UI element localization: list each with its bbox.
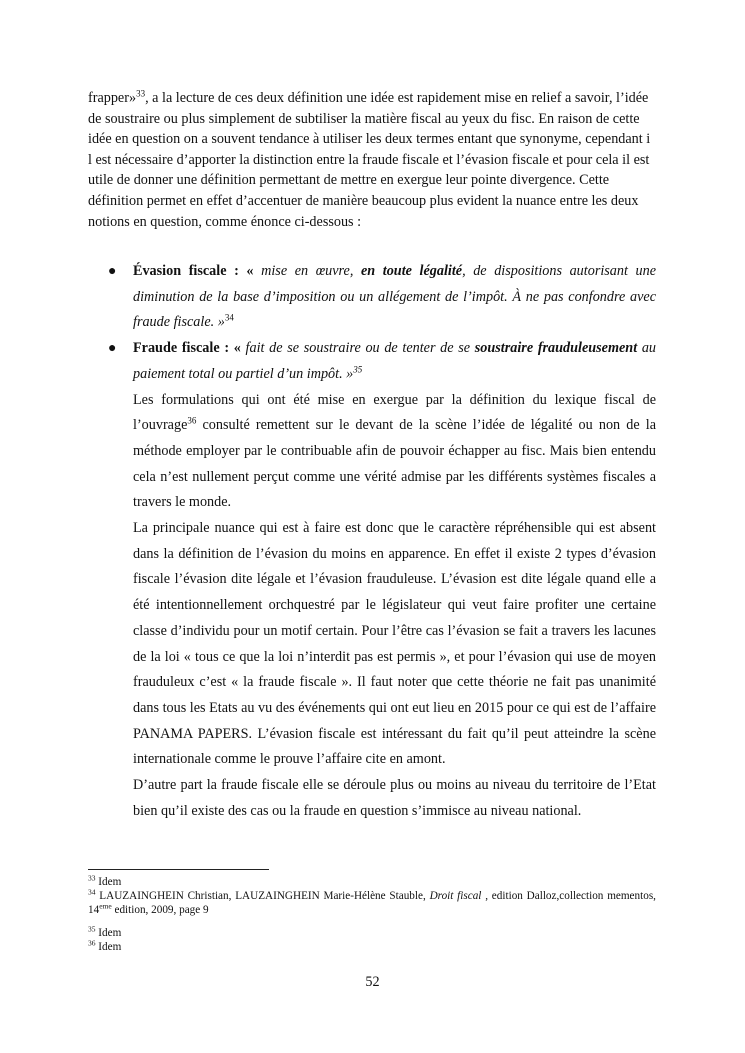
footnote-number: 35 [88,923,96,933]
footnote-text: Idem [95,940,122,953]
footnote-34 [88,889,656,917]
footnote-authors: LAUZAINGHEIN Christian, LAUZAINGHEIN Marie-Hélène Stauble, [95,890,430,903]
definition-evasion-emphasis: en toute légalité [360,263,463,279]
footnote-edition-suffix: eme [99,901,112,911]
quote-open: « [246,263,262,279]
paragraph-1-text-a: Les formulations qui ont été mise en exergue par la définition du lexique fiscal de l’ouvrage [133,391,656,434]
list-item-evasion [108,259,657,336]
footnote-ref-35[interactable]: 35 [353,364,363,375]
body-paragraph-2: La principale nuance qui est à faire est donc que le caractère répréhensible qui est absent dans la définition de l’évasion du moins en apparence. En effet il existe 2 types d’évasion fiscale l’évasion dite légale et l’évasion frauduleuse. L’évasion est dite légale quand elle a été intentionnellement orchquestré par le législateur qui veut faire profiter une certaine classe d’individu pour un motif certain. Pour l’être cas l’évasion se fait a travers les lacunes de la loi « tous ce que la loi n’interdit pas est permis », et pour l’évasion qui use de moyen frauduleux c’est « la fraude fiscale ». Il faut noter que cette théorie ne fait pas unanimité dans tous les Etats au vu des événements qui ont eut lieu en 2015 pour ce qui est de l’affaire PANAMA PAPERS. L’évasion fiscale est intéressant du fait qu’il peut atteindre la scène internationale comme le prouve l’affaire cite en amont. [133,520,656,768]
quote-open: « [233,340,246,357]
intro-lead: frapper» [88,90,137,106]
term-fraude: Fraude fiscale : [133,340,234,357]
bullet-icon: ● [108,264,117,279]
definition-fraude-part2: au paiement total ou partiel d’un impôt. » [133,340,657,382]
footnote-36 [88,940,656,954]
body-paragraph-1 [133,388,656,517]
footnote-number: 33 [88,873,96,883]
definition-evasion-part1: mise en œuvre, [261,263,361,279]
footnote-ref-34[interactable]: 34 [224,312,234,323]
footnote-separator [88,869,269,870]
footnotes [88,875,656,954]
footnote-publisher: , edition Dalloz,collection mementos, 14 [88,890,656,917]
footnote-number: 34 [88,887,96,897]
footnote-book-title: Droit fiscal [429,890,482,903]
footnote-35 [88,923,656,940]
page-number: 52 [365,974,380,990]
body-paragraph-3: D’autre part la fraude fiscale elle se déroule plus ou moins au niveau du territoire de l’Etat bien qu’il existe des cas ou la fraude en question s’immisce au niveau national. [133,777,656,819]
footnote-edition: edition, 2009, page 9 [111,904,209,917]
footnote-33 [88,875,656,889]
footnote-ref-36[interactable]: 36 [187,415,197,426]
footnote-text: Idem [95,876,122,888]
definition-fraude-part1: fait de se soustraire ou de tenter de se [245,340,475,357]
definition-fraude-emphasis: soustraire frauduleusement [474,340,638,357]
bullet-icon: ● [108,341,117,357]
intro-paragraph [88,88,656,232]
footnote-ref-33[interactable]: 33 [136,88,146,99]
term-evasion: Évasion fiscale : [133,263,247,279]
intro-text: , a la lecture de ces deux définition une idée est rapidement mise en relief a savoir, l’idée de soustraire ou plus simplement de subtiliser la matière fiscal au yeux du fisc. En raison de cette idée en question on a souvent tendance à utiliser les deux termes entant que synonyme, cependant i l est nécessaire d’apporter la distinction entre la fraude fiscale et l’évasion fiscale et pour cela il est utile de donner une définition permettant de mettre en exergue leur pointe divergence. Cette définition permet en effet d’accentuer de manière beaucoup plus evident la nuance entre les deux notions en question, comme énonce ci-dessous : [88,90,651,230]
list-item-fraude [108,336,657,824]
footnote-text: Idem [95,926,122,939]
definition-list [108,259,657,824]
definition-evasion-part2: , de dispositions autorisant une diminution de la base d’imposition ou un allégement de l’impôt. À ne pas confondre avec fraude fiscale. » [133,263,657,331]
footnote-number: 36 [88,938,96,948]
paragraph-1-text-b: consulté remettent sur le devant de la scène l’idée de légalité ou non de la méthode employer par le contribuable afin de pouvoir échapper au fisc. Mais bien entendu cela n’est nullement perçut comme une vérité admise par les différents systèmes fiscales a travers le monde. [133,417,656,511]
